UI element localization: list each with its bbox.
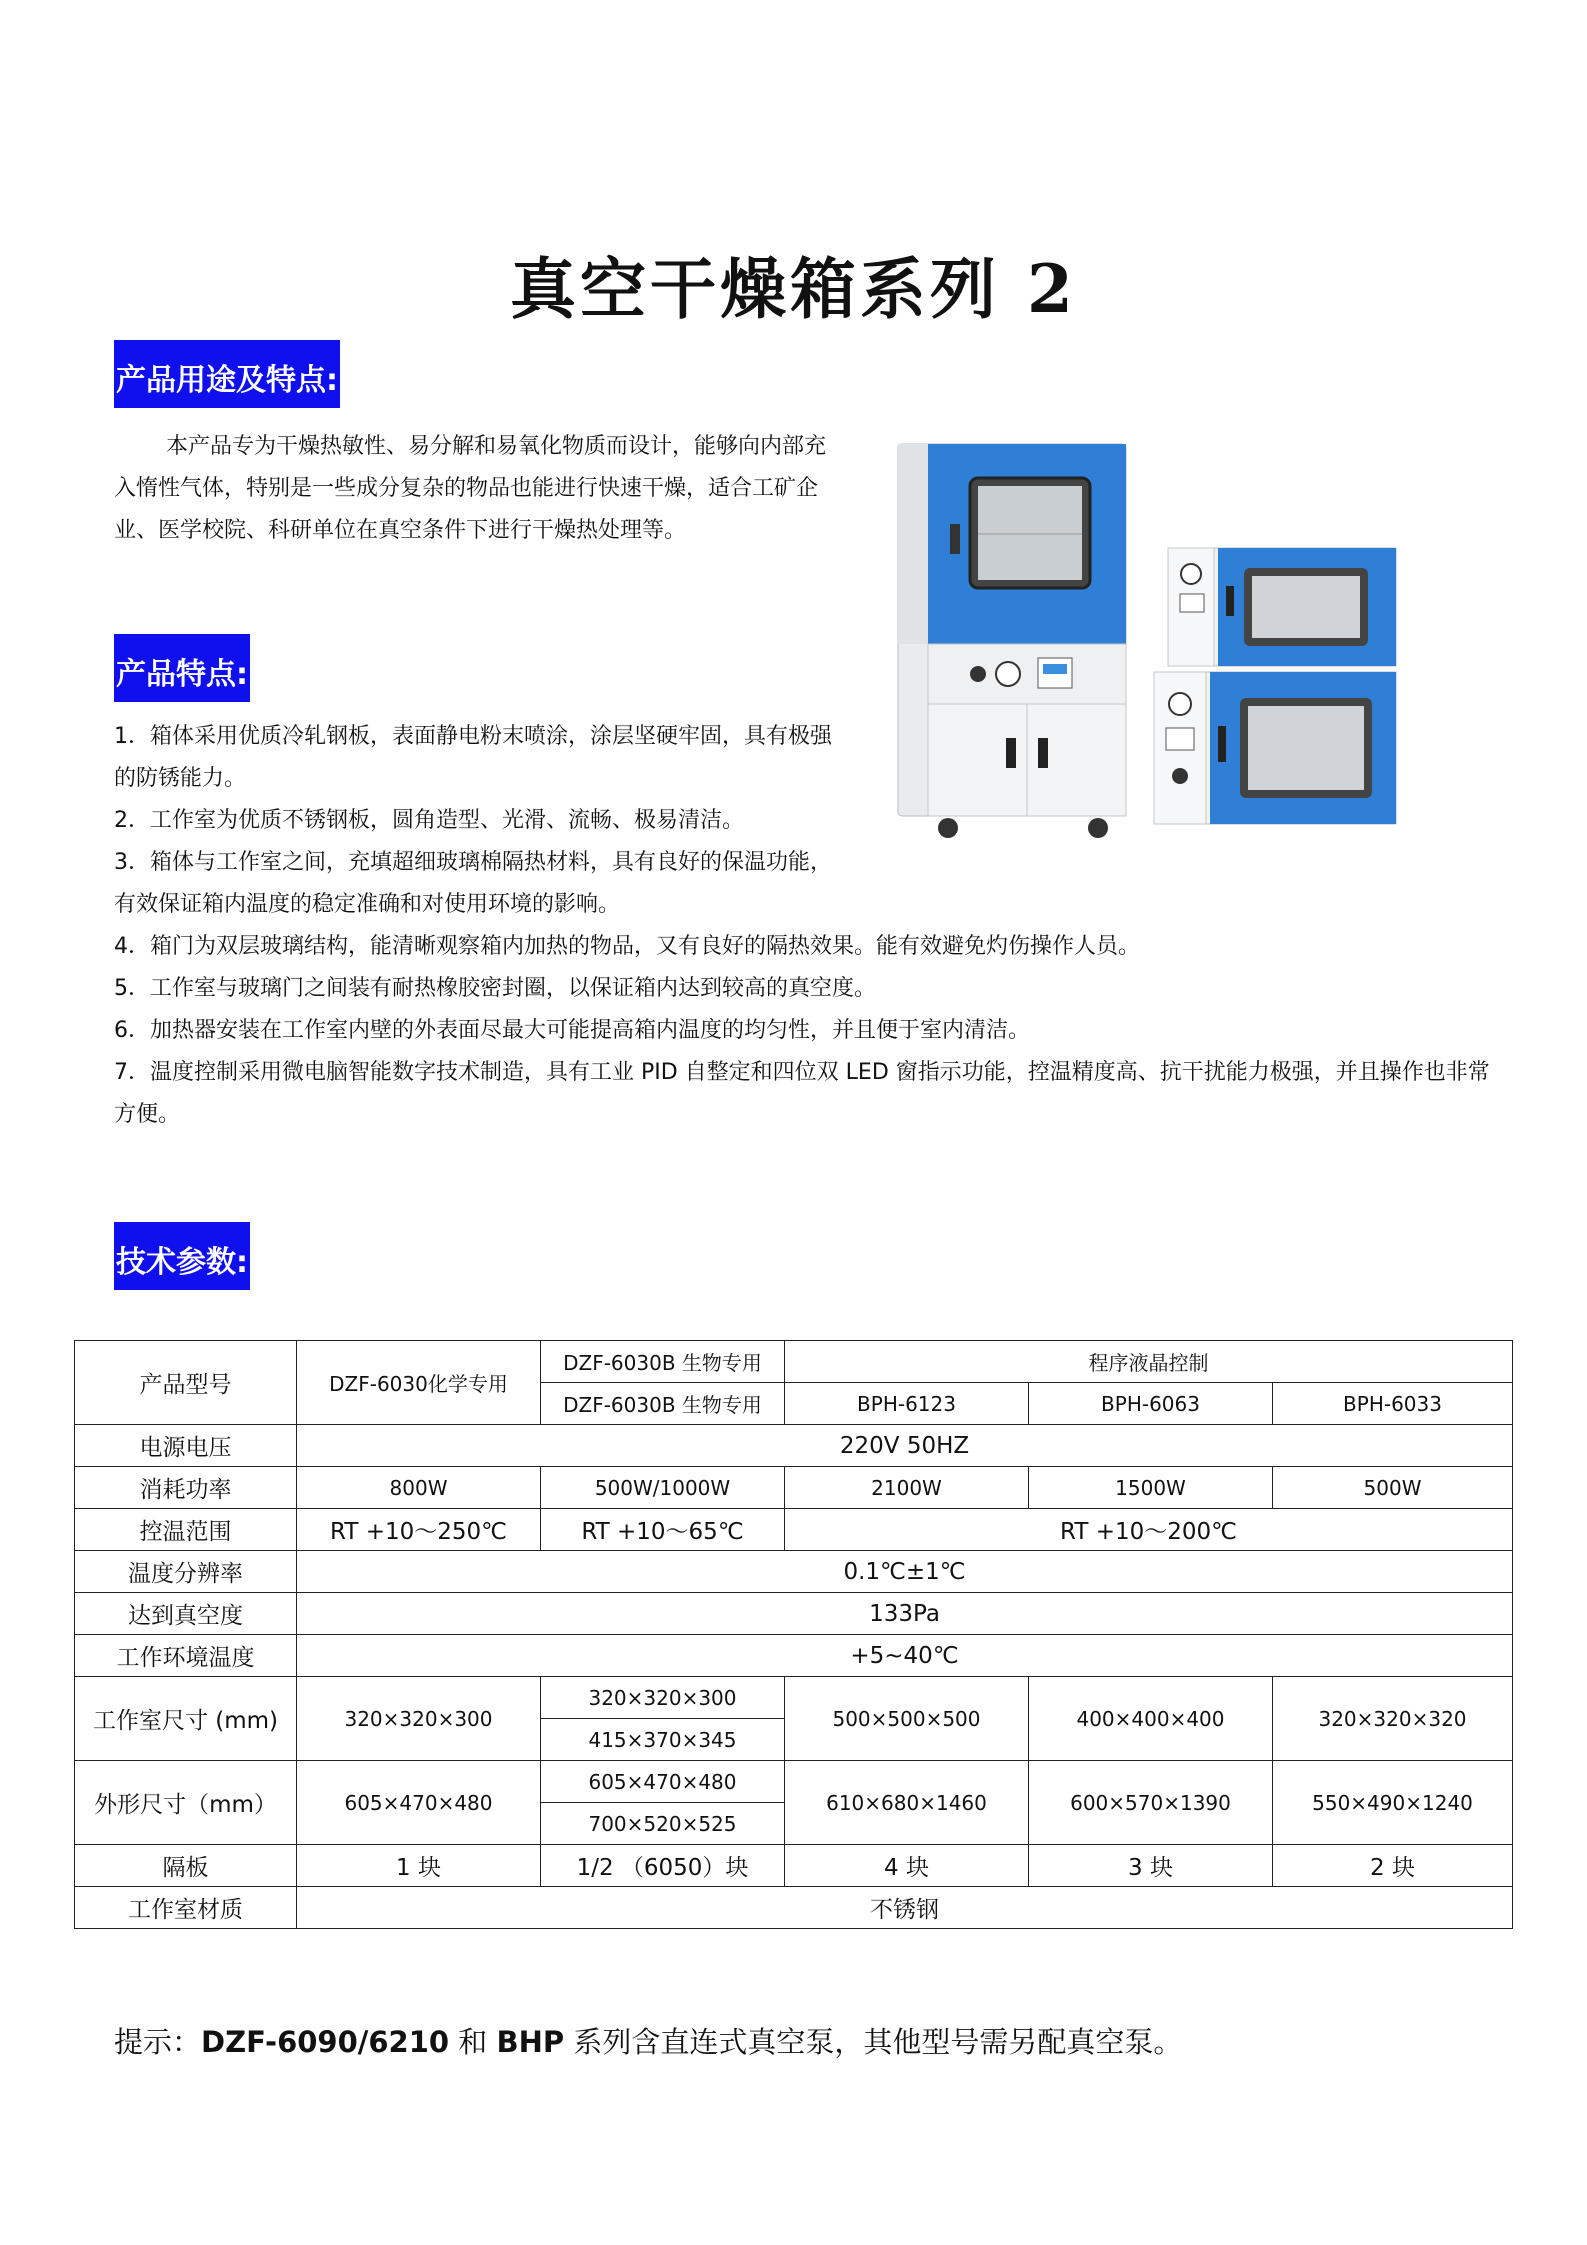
note-mid: 和: [449, 2025, 497, 2059]
table-cell: 1500W: [1029, 1467, 1273, 1509]
table-row: [75, 1551, 1513, 1593]
usage-paragraph: 本产品专为干燥热敏性、易分解和易氧化物质而设计，能够向内部充入惰性气体，特别是一些成分复杂的物品也能进行快速干燥，适合工矿企业、医学校院、科研单位在真空条件下进行干燥热处理等。: [114, 434, 827, 543]
table-cell: 500×500×500: [785, 1677, 1029, 1761]
feature-item: 1．箱体采用优质冷轧钢板，表面静电粉末喷涂，涂层坚硬牢固，具有极强的防锈能力。: [114, 724, 832, 791]
table-cell: RT +10～65℃: [541, 1509, 785, 1551]
table-cell: 600×570×1390: [1029, 1761, 1273, 1845]
env-label: 工作环境温度: [75, 1635, 297, 1677]
table-cell: 0.1℃±1℃: [297, 1551, 1513, 1593]
table-cell: 2 块: [1273, 1845, 1513, 1887]
table-row: [75, 1593, 1513, 1635]
table-cell: 320×320×320: [1273, 1677, 1513, 1761]
material-label: 工作室材质: [75, 1887, 297, 1929]
table-cell: DZF-6030化学专用: [297, 1341, 541, 1425]
table-row: [75, 1635, 1513, 1677]
table-cell: 1 块: [297, 1845, 541, 1887]
table-cell: 415×370×345: [541, 1719, 785, 1761]
table-row: [75, 1341, 1513, 1383]
table-cell: 220V 50HZ: [297, 1425, 1513, 1467]
table-cell: 700×520×525: [541, 1803, 785, 1845]
table-cell: 500W: [1273, 1467, 1513, 1509]
table-row: [75, 1887, 1513, 1929]
table-cell: 605×470×480: [541, 1761, 785, 1803]
table-cell: 3 块: [1029, 1845, 1273, 1887]
shelf-label: 隔板: [75, 1845, 297, 1887]
table-cell: 不锈钢: [297, 1887, 1513, 1929]
table-cell: 610×680×1460: [785, 1761, 1029, 1845]
table-cell: 1/2 （6050）块: [541, 1845, 785, 1887]
table-row: [75, 1761, 1513, 1803]
features-list: [114, 716, 1504, 1136]
table-cell: 800W: [297, 1467, 541, 1509]
table-cell: +5~40℃: [297, 1635, 1513, 1677]
spec-table: [74, 1340, 1513, 1929]
table-cell: 500W/1000W: [541, 1467, 785, 1509]
table-row: [75, 1677, 1513, 1719]
table-cell: 133Pa: [297, 1593, 1513, 1635]
model-label: 产品型号: [75, 1341, 297, 1425]
table-row: [75, 1509, 1513, 1551]
table-row: [75, 1425, 1513, 1467]
consume-label: 消耗功率: [75, 1467, 297, 1509]
spec-heading: 技术参数:: [114, 1222, 250, 1290]
feature-item: 6．加热器安装在工作室内壁的外表面尽最大可能提高箱内温度的均匀性，并且便于室内清洁。: [114, 1018, 1031, 1043]
table-cell: DZF-6030B 生物专用: [541, 1341, 785, 1383]
feature-item: 4．箱门为双层玻璃结构，能清晰观察箱内加热的物品，又有良好的隔热效果。能有效避免灼伤操作人员。: [114, 934, 1141, 959]
usage-heading: 产品用途及特点:: [114, 340, 340, 408]
table-cell: 程序液晶控制: [785, 1341, 1513, 1383]
note-series: BHP: [496, 2025, 565, 2059]
table-cell: 605×470×480: [297, 1761, 541, 1845]
outer-label: 外形尺寸（mm）: [75, 1761, 297, 1845]
feature-item: 5．工作室与玻璃门之间装有耐热橡胶密封圈，以保证箱内达到较高的真空度。: [114, 976, 876, 1001]
chamber-label: 工作室尺寸 (mm): [75, 1677, 297, 1761]
vacuum-label: 达到真空度: [75, 1593, 297, 1635]
table-cell: BPH-6033: [1273, 1383, 1513, 1425]
table-cell: 320×320×300: [297, 1677, 541, 1761]
table-cell: RT +10～250℃: [297, 1509, 541, 1551]
table-cell: 550×490×1240: [1273, 1761, 1513, 1845]
table-cell: RT +10～200℃: [785, 1509, 1513, 1551]
note-prefix: 提示：: [114, 2025, 202, 2059]
table-cell: 400×400×400: [1029, 1677, 1273, 1761]
feature-item: 7．温度控制采用微电脑智能数字技术制造，具有工业 PID 自整定和四位双 LED 窗指示功能，控温精度高、抗干扰能力极强，并且操作也非常方便。: [114, 1060, 1490, 1127]
features-heading: 产品特点:: [114, 634, 250, 702]
table-cell: BPH-6123: [785, 1383, 1029, 1425]
table-cell: 4 块: [785, 1845, 1029, 1887]
table-row: [75, 1467, 1513, 1509]
note-suffix: 系列含直连式真空泵，其他型号需另配真空泵。: [564, 2025, 1183, 2059]
feature-item: 3．箱体与工作室之间，充填超细玻璃棉隔热材料，具有良好的保温功能，有效保证箱内温度的稳定准确和对使用环境的影响。: [114, 850, 832, 917]
note-models: DZF-6090/6210: [201, 2025, 450, 2059]
table-cell: 2100W: [785, 1467, 1029, 1509]
table-cell: BPH-6063: [1029, 1383, 1273, 1425]
feature-item: 2．工作室为优质不锈钢板，圆角造型、光滑、流畅、极易清洁。: [114, 808, 744, 833]
table-cell: DZF-6030B 生物专用: [541, 1383, 785, 1425]
temp-range-label: 控温范围: [75, 1509, 297, 1551]
table-row: [75, 1845, 1513, 1887]
power-label: 电源电压: [75, 1425, 297, 1467]
page-title: 真空干燥箱系列 2: [510, 250, 1077, 328]
resolution-label: 温度分辨率: [75, 1551, 297, 1593]
table-cell: 320×320×300: [541, 1677, 785, 1719]
footer-note: [114, 2020, 1182, 2061]
